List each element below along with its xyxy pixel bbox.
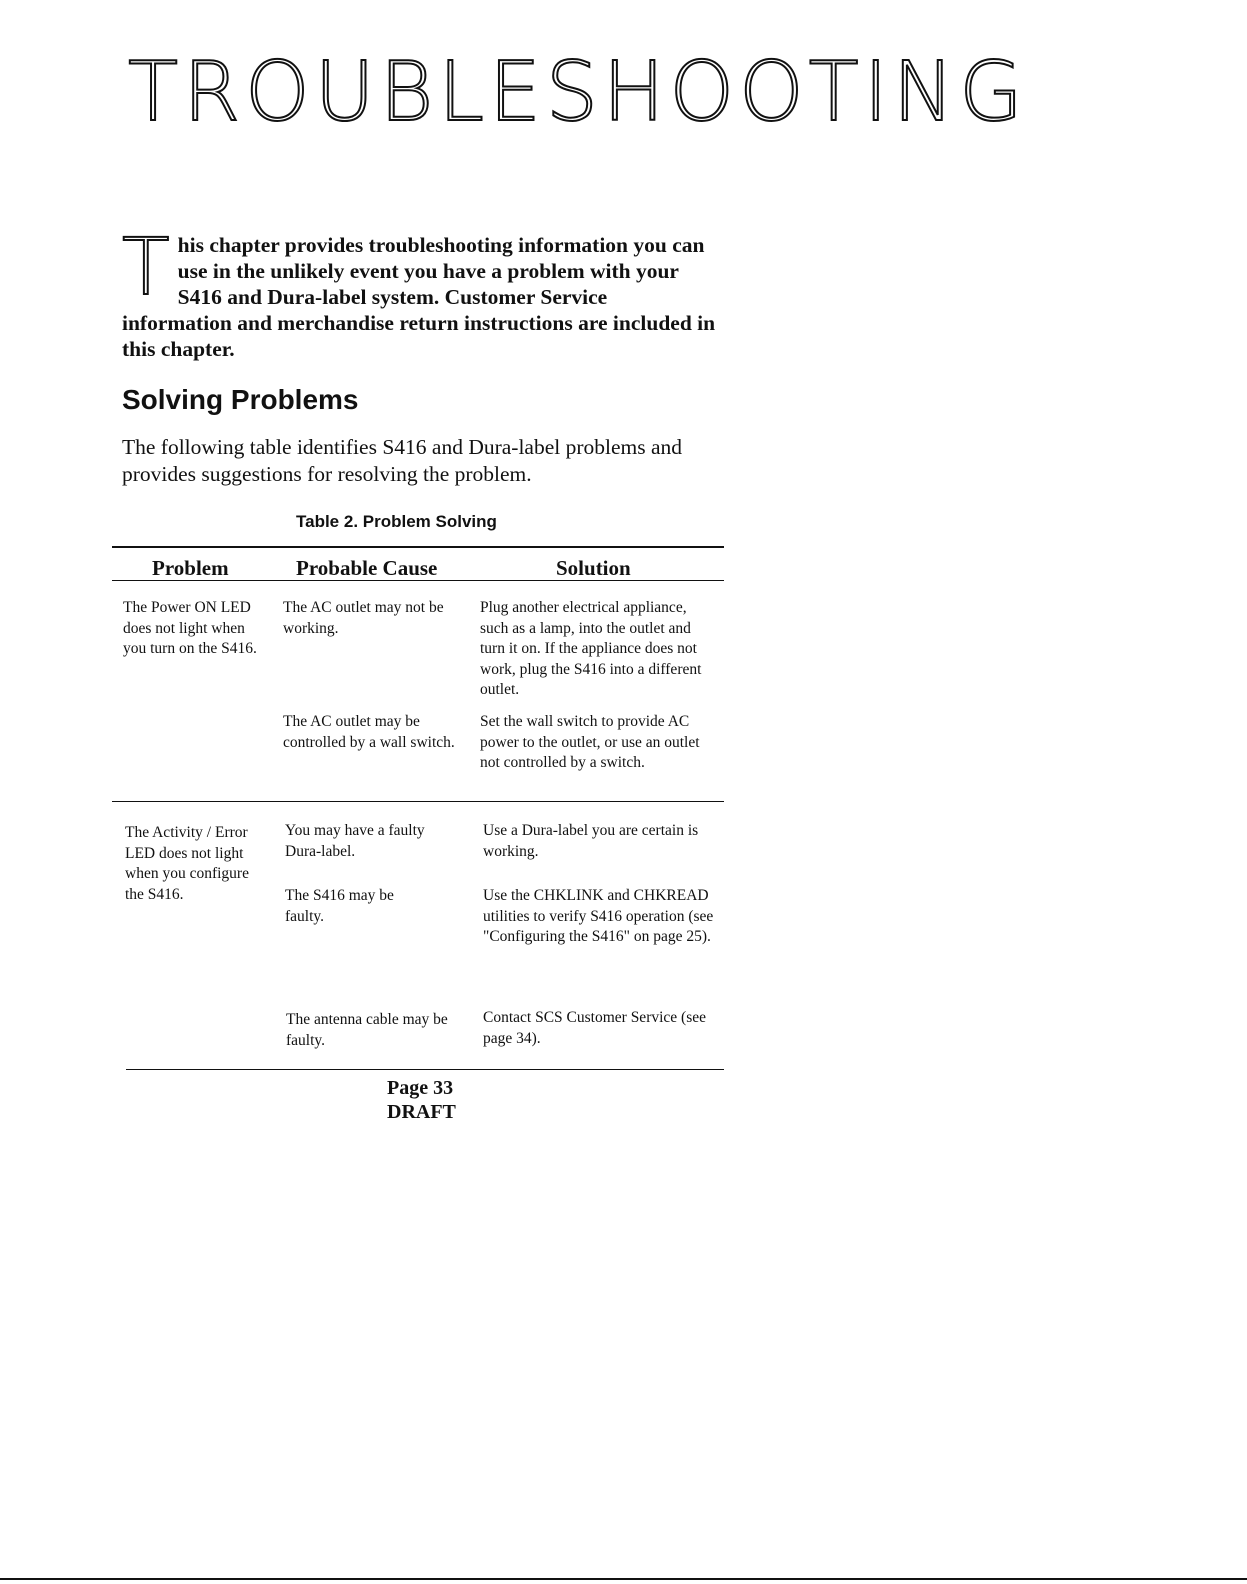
header-probable-cause: Probable Cause [296, 556, 438, 580]
solution-cell: Use the CHKLINK and CHKREAD utilities to verify S416 operation (see "Configuring the S416" on page 25). [483, 887, 714, 945]
drop-cap: T [122, 223, 170, 313]
section-intro: The following table identifies S416 and Dura-label problems and provides suggestions for resolving the problem. [122, 435, 683, 486]
page-number: Page 33 [387, 1077, 454, 1099]
chapter-intro [122, 223, 722, 362]
cause-cell: The AC outlet may be controlled by a wall switch. [283, 713, 455, 751]
solution-cell: Plug another electrical appliance, such as a lamp, into the outlet and turn it on. If the appliance does not work, plug the S416 into a different outlet. [480, 599, 702, 698]
table-top-rule [112, 546, 724, 548]
header-problem: Problem [152, 556, 229, 580]
solution-cell: Set the wall switch to provide AC power to the outlet, or use an outlet not controlled by a switch. [480, 713, 700, 771]
cause-cell: The antenna cable may be faulty. [286, 1011, 448, 1049]
solution-cell: Use a Dura-label you are certain is working. [483, 822, 699, 860]
cause-cell: The AC outlet may not be working. [283, 599, 444, 637]
table-caption: Table 2. Problem Solving [296, 512, 497, 531]
problem-cell: The Activity / Error LED does not light when you configure the S416. [125, 824, 249, 903]
problem-cell: The Power ON LED does not light when you turn on the S416. [123, 599, 257, 657]
cause-cell: You may have a faulty Dura-label. [285, 822, 425, 860]
cause-cell: The S416 may be faulty. [285, 887, 394, 925]
header-solution: Solution [556, 556, 631, 580]
intro-text: his chapter provides troubleshooting information you can use in the unlikely event you have a problem with your S416 and Dura-label system. Customer Service information and merchandise return instructions are included in this chapter. [122, 233, 716, 361]
solution-cell: Contact SCS Customer Service (see page 34). [483, 1009, 706, 1047]
table-bottom-rule [126, 1069, 724, 1070]
table-group-divider [112, 801, 724, 802]
section-heading: Solving Problems [122, 384, 359, 415]
draft-label: DRAFT [387, 1101, 456, 1123]
chapter-title: TROUBLESHOOTING [128, 45, 1028, 140]
scan-bottom-rule [0, 1578, 1247, 1580]
